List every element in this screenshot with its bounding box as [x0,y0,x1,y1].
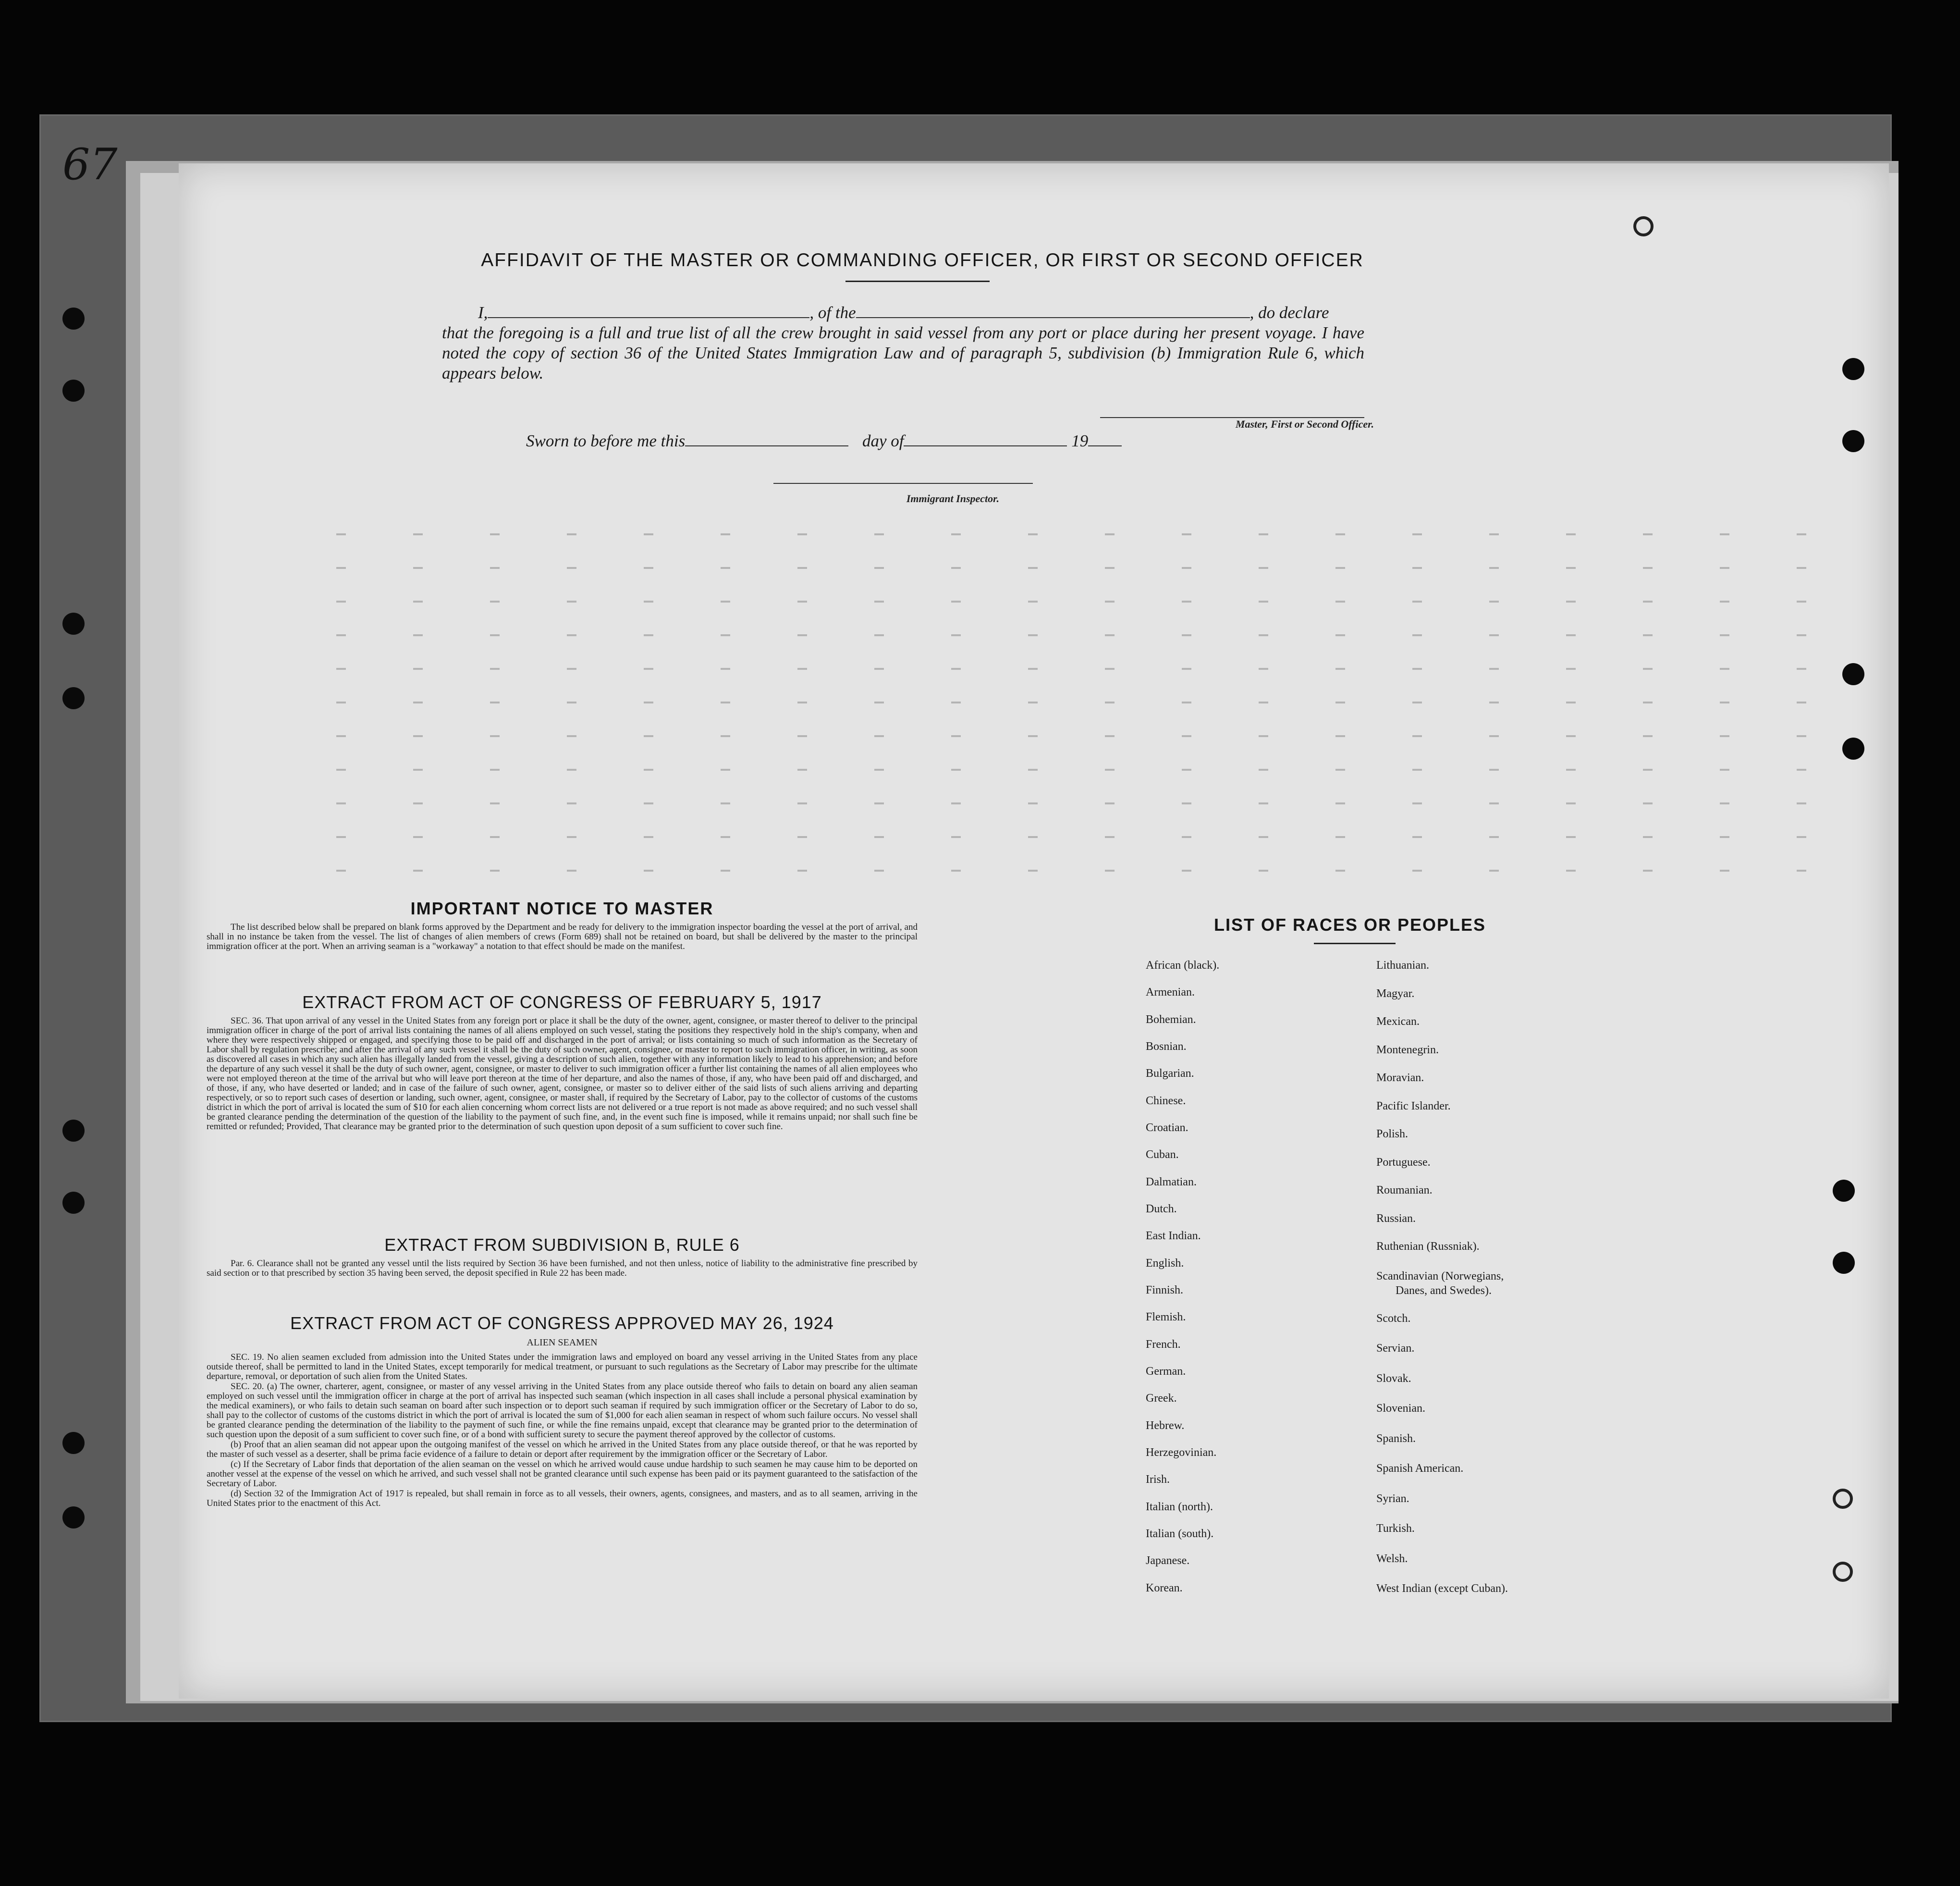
race-item: Japanese. [1146,1554,1190,1567]
ghost-manifest-row [336,533,1825,535]
race-item: Polish. [1376,1128,1409,1140]
ghost-manifest-row [336,735,1825,737]
race-item: Bulgarian. [1146,1067,1194,1080]
race-item: Russian. [1376,1212,1416,1225]
punch-hole-left [62,1192,85,1214]
punch-hole-left [62,613,85,635]
signature-label: Master, First or Second Officer. [1235,418,1374,430]
race-item: Montenegrin. [1376,1044,1439,1056]
vessel-blank[interactable] [856,304,1250,318]
punch-hole-top [1633,216,1654,236]
race-item: Bosnian. [1146,1040,1187,1053]
race-item: Cuban. [1146,1148,1179,1161]
sworn-day-of: day of [862,431,904,450]
races-title: LIST OF RACES OR PEOPLES [1213,915,1486,935]
sworn-year-blank[interactable] [1088,432,1122,446]
race-item: Hebrew. [1146,1419,1185,1432]
punch-hole-right [1842,738,1864,760]
race-item: Spanish American. [1376,1462,1464,1475]
affidavit-title: AFFIDAVIT OF THE MASTER OR COMMANDING OFFICER, OR FIRST OR SECOND OFFICER [481,250,1364,271]
ghost-manifest-row [336,802,1825,804]
race-item: Herzegovinian. [1146,1446,1217,1459]
inspector-signature-line[interactable] [773,483,1033,484]
race-item: Dalmatian. [1146,1176,1197,1188]
extract-1924-paragraph: SEC. 19. No alien seamen excluded from admission into the United States under the immigration laws and employed on board any vessel arriving in the United States from any place outside thereof, shall be permitted to land in the United States, except temporarily for medical treatment, or pursuant to such regulations as the Secretary of Labor may prescribe for the ultimate departure, removal, or deportation of such alien from the United States. [207,1352,918,1381]
race-item: Turkish. [1376,1522,1415,1535]
punch-hole-right [1842,358,1864,380]
notice-title: IMPORTANT NOTICE TO MASTER [410,899,714,918]
name-blank[interactable] [488,304,809,318]
race-item: Scandinavian (Norwegians, [1376,1270,1504,1282]
punch-hole-right [1833,1252,1855,1274]
extract-1917-text [207,1016,918,1132]
extract-1924-subtitle: ALIEN SEAMEN [527,1337,598,1348]
race-item: Korean. [1146,1582,1183,1594]
extract-1924-paragraph: (b) Proof that an alien seaman did not appear upon the outgoing manifest of the vessel on which he arrived in the United States from any place outside thereof, or that he was reported by the master of such vessel as a deserter, shall be prima facie evidence of a failure to detain or deport after requirement by the immigration officer or the Secretary of Labor. [207,1440,918,1459]
race-item: Dutch. [1146,1203,1177,1215]
race-item: Servian. [1376,1342,1415,1355]
punch-hole-left [62,1506,85,1529]
ghost-manifest-row [336,836,1825,838]
race-item: Lithuanian. [1376,959,1429,972]
punch-hole-left [62,1432,85,1454]
ghost-manifest-row [336,870,1825,872]
extract-rule6-paragraph: Par. 6. Clearance shall not be granted any vessel until the lists required by Section 36 have been furnished, and not then unless, notice of liability to the administrative fine prescribed by said section or to that prescribed by section 35 having been served, the deposit specified in Rule 22 has been made. [207,1258,918,1278]
inspector-label: Immigrant Inspector. [906,493,999,505]
race-item: Slovak. [1376,1372,1411,1385]
ghost-manifest-row [336,634,1825,636]
extract-rule6-text [207,1259,918,1279]
affidavit-body: that the foregoing is a full and true list of all the crew brought in said vessel from any port or place during her present voyage. I have noted the copy of section 36 of the United States Immigration Law and of paragraph 5, subdivision (b) Immigration Rule 6, which appears below. [442,323,1364,382]
race-item: Finnish. [1146,1284,1184,1296]
extract-rule6-title: EXTRACT FROM SUBDIVISION B, RULE 6 [384,1235,740,1255]
punch-hole-left [62,1120,85,1142]
extract-1924-paragraph: SEC. 20. (a) The owner, charterer, agent, consignee, or master of any vessel arriving in the United States from any place outside thereof who fails to detain on board any alien seaman employed on such vessel until the immigration officer in charge at the port of arrival has inspected such seaman (which inspection in all cases shall include a personal physical examination by the medical examiners), or who fails to detain such seaman on board after such inspection or to deport such seaman if required by such immigration officer or the Secretary of Labor to do so, shall pay to the collector of customs of the customs district in which the port of arrival is located the sum of $1,000 for each alien seaman in respect of whom such failure occurs. No vessel shall be granted clearance pending the determination of the liability to the payment of such fine, or while the fine remains unpaid, except that clearance may be granted prior to the determination of such question upon the deposit of a sum sufficient to cover such fine, or of a bond with sufficient surety to secure the payment thereof approved by the collector of customs. [207,1381,918,1440]
race-item: Italian (north). [1146,1501,1213,1513]
ghost-manifest-row [336,601,1825,603]
sworn-prefix: Sworn to before me this [526,431,686,450]
punch-hole-right [1833,1180,1855,1202]
affidavit-i: I, [478,303,488,322]
race-item: African (black). [1146,959,1220,972]
sworn-month-blank[interactable] [904,432,1067,446]
ghost-manifest-row [336,567,1825,569]
punch-hole-right [1833,1489,1853,1509]
punch-hole-left [62,380,85,402]
race-item: Bohemian. [1146,1013,1196,1026]
race-item: English. [1146,1257,1184,1270]
punch-hole-left [62,687,85,709]
race-item: Greek. [1146,1392,1177,1405]
extract-1924-text [207,1353,918,1509]
race-item: Magyar. [1376,987,1415,1000]
race-item: Scotch. [1376,1312,1411,1325]
notice-paragraph: The list described below shall be prepared on blank forms approved by the Department and be ready for delivery to the immigration inspector boarding the vessel at the port of arrival, and shall in no instance be taken from the vessel. The list of changes of alien members of crews (Form 689) shall not be retained on board, but shall be delivered by the master to the principal immigration officer at the port. When an arriving seaman is a "workaway" a notation to that effect should be made on the manifest. [207,922,918,951]
extract-1917-paragraph: SEC. 36. That upon arrival of any vessel in the United States from any foreign port or place it shall be the duty of the owner, agent, consignee, or master thereof to deliver to the principal immigration officer in charge of the port of arrival lists containing the names of all aliens employed on such vessel, stating the positions they respectively hold in the ship's company, when and where they were respectively shipped or engaged, and specifying those to be paid off and discharged in the port of arrival; or lists containing so much of such information as the Secretary of Labor shall by regulation prescribe; and after the arrival of any such vessel it shall be the duty of such owner, agent, consignee, or master to report to such immigration officer, in writing, as soon as discovered all cases in which any such alien has illegally landed from the vessel, giving a description of such alien, together with any information likely to lead to his apprehension; and before the departure of any such vessel it shall be the duty of such owner, agent, consignee, or master to deliver to such immigration officer a further list containing the names of all alien employees who were not employed thereon at the time of the arrival but who will leave port thereon at the time of her departure, and also the names of those, if any, who have been paid off and discharged, and of those, if any, who have deserted or landed; and in case of the failure of such owner, agent, consignee, or master so to deliver either of the said lists of such aliens arriving and departing respectively, or so to report such cases of desertion or landing, such owner, agent, consignee, or master shall, if required by the Secretary of Labor, pay to the collector of customs of the customs district in which the port of arrival is located the sum of $10 for each alien concerning whom correct lists are not delivered or a true report is not made as above required; and no such vessel shall be granted clearance pending the determination of the question of the liability to the payment of such fine, and, in the event such fine is imposed, while it remains unpaid; nor shall such fine be remitted or refunded; Provided, That clearance may be granted prior to the determination of such question upon deposit of a sum sufficient to cover such fine. [207,1016,918,1132]
race-item: Ruthenian (Russniak). [1376,1240,1480,1253]
race-item: Pacific Islander. [1376,1100,1451,1112]
race-item: Welsh. [1376,1553,1408,1565]
page-number: 67 [62,139,118,190]
extract-1924-paragraph: (d) Section 32 of the Immigration Act of 1917 is repealed, but shall remain in force as to all vessels, their owners, agents, consignees, and masters, and as to all seamen, arriving in the United States prior to the enactment of this Act. [207,1489,918,1508]
race-item: Irish. [1146,1473,1170,1486]
punch-hole-right [1842,430,1864,452]
affidavit-of-the: , of the [809,303,856,322]
ghost-manifest-row [336,668,1825,670]
races-title-rule [1314,943,1396,944]
race-item: Portuguese. [1376,1156,1431,1169]
race-item: Flemish. [1146,1311,1186,1323]
sworn-year: 19 [1071,431,1089,450]
punch-hole-right [1842,663,1864,685]
sworn-line [526,431,1122,451]
extract-1924-title: EXTRACT FROM ACT OF CONGRESS APPROVED MAY 26, 1924 [290,1313,834,1333]
race-item: Chinese. [1146,1095,1186,1107]
race-item: Syrian. [1376,1492,1409,1505]
punch-hole-left [62,308,85,330]
race-item: Slovenian. [1376,1402,1425,1415]
race-item: West Indian (except Cuban). [1376,1582,1508,1595]
ghost-manifest-row [336,769,1825,771]
affidavit-do-declare: , do declare [1250,303,1329,322]
race-item: Mexican. [1376,1015,1420,1028]
extract-1924-paragraph: (c) If the Secretary of Labor finds that deportation of the alien seaman on the vessel on which he arrived would cause undue hardship to such seamen he may cause him to be deported on another vessel at the expense of the vessel on which he arrived, and such vessel shall not be granted clearance until such expense has been paid or its payment guaranteed to the satisfaction of the Secretary of Labor. [207,1459,918,1489]
race-item: Armenian. [1146,986,1195,998]
extract-1917-title: EXTRACT FROM ACT OF CONGRESS OF FEBRUARY 5, 1917 [302,992,822,1012]
race-item: Roumanian. [1376,1184,1433,1196]
affidavit-declaration [442,303,1364,383]
race-item: French. [1146,1338,1181,1351]
race-item: Spanish. [1376,1432,1416,1445]
sworn-day-blank[interactable] [685,432,848,446]
notice-text [207,923,918,952]
race-item: German. [1146,1365,1186,1378]
race-item: Moravian. [1376,1072,1424,1084]
punch-hole-right [1833,1562,1853,1582]
race-item: Italian (south). [1146,1528,1214,1540]
race-item: Danes, and Swedes). [1396,1284,1492,1297]
ghost-manifest-row [336,702,1825,703]
race-item: East Indian. [1146,1230,1201,1242]
race-item: Croatian. [1146,1122,1188,1134]
affidavit-title-rule [845,281,990,282]
